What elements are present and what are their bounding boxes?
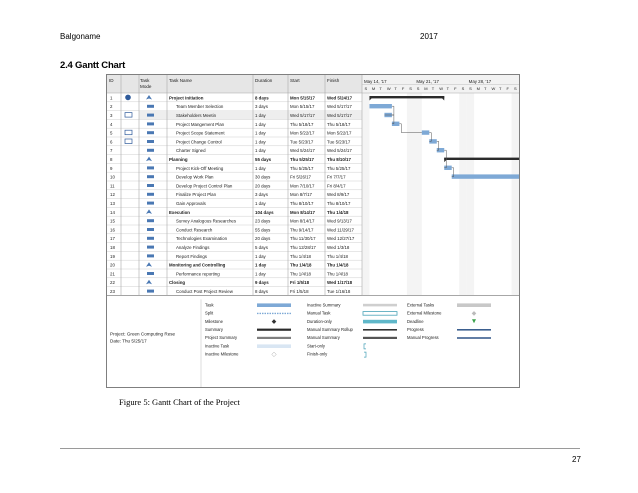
timeline-day-label: F <box>401 86 405 91</box>
legend-swatch <box>363 320 397 324</box>
row-finish: Fri 7/7/17 <box>327 174 346 180</box>
legend-label: Inactive Summary <box>307 302 341 308</box>
timeline-day-label: F <box>454 86 457 91</box>
auto-schedule-task-icon <box>147 237 154 240</box>
timeline-day-label: T <box>379 86 382 91</box>
row-duration: 1 day <box>255 148 266 154</box>
row-start: Thu 12/28/17 <box>290 245 316 250</box>
legend-swatch <box>363 304 397 307</box>
auto-schedule-pin-icon <box>146 209 152 214</box>
row-duration: 23 days <box>255 218 271 224</box>
row-finish: Wed 9/13/17 <box>327 218 352 224</box>
column-header-mode-2: Mode <box>140 84 152 89</box>
row-finish: Wed 11/29/17 <box>327 227 354 233</box>
timeline-day-label: M <box>476 86 480 91</box>
row-duration: 104 days <box>255 209 274 215</box>
timeline-day-label: T <box>499 86 502 91</box>
row-task-name: Monitoring and Controlling <box>169 262 226 268</box>
section-title: 2.4 Gantt Chart <box>60 60 126 71</box>
row-finish: Thu 1/4/18 <box>327 253 348 259</box>
legend-swatch <box>457 337 491 339</box>
row-start: Mon 7/10/17 <box>290 183 315 189</box>
row-task-name: Team Member Selection <box>176 104 224 110</box>
weekend-shade <box>467 93 474 295</box>
column-header-mode: Task <box>140 78 150 83</box>
timeline-day-label: T <box>394 86 397 91</box>
timeline-day-label: S <box>409 86 412 91</box>
legend-label: Task <box>205 302 214 308</box>
row-duration: 3 days <box>255 192 268 198</box>
row-task-name: Planning <box>169 157 188 162</box>
auto-schedule-task-icon <box>147 114 154 117</box>
legend-label: Manual Task <box>307 310 331 316</box>
auto-schedule-task-icon <box>147 131 154 134</box>
timeline-week-label: May 21, '17 <box>416 79 439 84</box>
row-start: Fri 1/5/18 <box>290 280 310 286</box>
row-task-name: Stakeholders Meetin <box>176 113 217 118</box>
row-task-name: Performance reporting <box>176 271 220 277</box>
row-finish: Tue 1/16/18 <box>327 289 351 294</box>
timeline-day-label: W <box>491 86 496 91</box>
task-bar <box>452 174 519 178</box>
row-start: Wed 5/17/17 <box>290 113 315 118</box>
auto-schedule-task-icon <box>147 166 154 169</box>
legend-swatch <box>472 311 477 316</box>
row-task-name: Conduct Research <box>176 227 213 233</box>
row-duration: 5 days <box>255 245 268 250</box>
row-id: 4 <box>110 121 113 127</box>
row-duration: 1 day <box>255 113 266 118</box>
row-task-name: Develop Work Plan <box>176 174 214 180</box>
row-task-name: Project Mangement Plan <box>176 121 225 127</box>
weekend-shade <box>512 93 519 295</box>
auto-schedule-task-icon <box>147 254 154 257</box>
legend-swatch <box>364 344 366 349</box>
column-header-start: Start <box>290 78 300 83</box>
legend-swatch <box>457 303 491 307</box>
column-header-id: ID <box>109 78 114 83</box>
row-duration: 55 days <box>255 227 271 233</box>
column-header-finish: Finish <box>327 78 340 83</box>
row-id: 20 <box>110 262 115 268</box>
row-finish: Thu 1/4/18 <box>327 209 349 215</box>
figure-caption: Figure 5: Gantt Chart of the Project <box>119 397 240 407</box>
row-start: Wed 5/24/17 <box>290 148 315 154</box>
row-start: Thu 1/4/18 <box>290 271 311 277</box>
column-header-name: Task Name <box>169 78 192 83</box>
row-duration: 1 day <box>255 253 266 259</box>
weekend-shade <box>414 93 421 295</box>
row-start: Fri 5/26/17 <box>290 174 311 180</box>
timeline-week-label: May 14, '17 <box>364 79 387 84</box>
row-start: Thu 1/4/18 <box>290 262 312 268</box>
row-task-name: Project Scope Statement <box>176 130 225 136</box>
legend-label: Start-only <box>307 343 325 349</box>
note-icon <box>125 130 132 135</box>
row-task-name: Report Findings <box>176 253 207 259</box>
row-start: Tue 5/23/17 <box>290 139 314 145</box>
row-id: 21 <box>110 271 115 277</box>
summary-bar <box>369 96 444 98</box>
row-task-name: Project Kick-Off Meeting <box>176 165 224 171</box>
row-finish: Thu 8/10/17 <box>327 201 351 206</box>
row-task-name: Charter Signed <box>176 148 206 154</box>
legend-swatch <box>363 337 397 339</box>
row-finish: Thu 5/18/17 <box>327 121 351 127</box>
row-start: Mon 8/14/17 <box>290 209 315 215</box>
row-finish: Wed 1/3/18 <box>327 245 350 250</box>
row-duration: 3 days <box>255 104 268 110</box>
legend-label: Deadline <box>407 318 424 324</box>
legend-label: Milestone <box>205 318 223 324</box>
row-start: Thu 8/10/17 <box>290 201 314 206</box>
row-duration: 1 day <box>255 262 267 268</box>
row-task-name: Develop Project Control Plan <box>176 183 233 189</box>
row-id: 13 <box>110 201 115 206</box>
row-id: 14 <box>110 209 115 215</box>
note-icon <box>125 113 132 118</box>
row-task-name: Execution <box>169 209 190 215</box>
auto-schedule-pin-icon <box>146 157 152 162</box>
legend-label: Project Summary <box>205 335 238 341</box>
note-icon <box>125 139 132 144</box>
auto-schedule-task-icon <box>147 149 154 152</box>
row-finish: Thu 1/4/18 <box>327 262 349 268</box>
timeline-day-label: W <box>439 86 443 91</box>
row-finish: Thu 5/25/17 <box>327 165 351 171</box>
row-finish: Wed 1/17/18 <box>327 280 353 286</box>
row-id: 1 <box>110 95 113 101</box>
row-finish: Tue 5/23/17 <box>327 139 351 145</box>
row-finish: Fri 8/4/17 <box>327 183 346 189</box>
timeline-day-label: S <box>513 86 517 91</box>
auto-schedule-task-icon <box>147 202 154 205</box>
row-id: 2 <box>110 104 113 110</box>
row-start: Mon 8/14/17 <box>290 218 315 224</box>
row-id: 12 <box>110 192 115 198</box>
row-start: Thu 5/25/17 <box>290 157 314 162</box>
row-id: 9 <box>110 165 113 171</box>
legend-label: Split <box>205 310 214 316</box>
task-bar <box>422 130 429 134</box>
legend-swatch <box>363 312 397 316</box>
row-id: 7 <box>110 148 113 154</box>
legend-label: Manual Summary Rollup <box>307 327 353 332</box>
timeline-day-label: T <box>446 86 450 91</box>
row-duration: 1 day <box>255 271 266 277</box>
auto-schedule-pin-icon <box>146 280 152 285</box>
row-task-name: Finalize Project Plan <box>176 192 217 198</box>
auto-schedule-task-icon <box>147 122 154 125</box>
summary-bar <box>444 158 519 160</box>
row-duration: 8 days <box>255 289 268 294</box>
row-task-name: Technologies Examination <box>176 236 228 242</box>
legend-label: Manual Progress <box>407 335 439 341</box>
row-start: Thu 9/14/17 <box>290 227 314 233</box>
auto-schedule-pin-icon <box>146 95 152 100</box>
timeline-day-label: S <box>461 86 465 91</box>
legend-label: External Milestone <box>407 310 442 316</box>
row-id: 23 <box>110 289 115 294</box>
row-finish: Thu 1/4/18 <box>327 271 348 277</box>
row-id: 11 <box>110 183 115 189</box>
row-finish: Thu 8/10/17 <box>327 157 351 162</box>
row-finish: Wed 12/27/17 <box>327 236 355 242</box>
row-start: Thu 5/18/17 <box>290 121 314 127</box>
timeline-day-label: T <box>431 86 435 91</box>
auto-schedule-task-icon <box>147 184 154 187</box>
legend-swatch <box>457 329 491 331</box>
row-duration: 1 day <box>255 121 266 127</box>
gantt-chart <box>107 75 519 387</box>
legend-swatch <box>257 344 291 348</box>
legend-label: Manual Summary <box>307 335 340 341</box>
row-finish: Mon 5/22/17 <box>327 130 352 136</box>
row-start: Fri 1/5/18 <box>290 289 309 294</box>
legend-project-date: Date: Thu 5/25/17 <box>110 338 147 344</box>
timeline-day-label: M <box>424 86 428 91</box>
row-duration: 1 day <box>255 139 266 145</box>
auto-schedule-task-icon <box>147 105 154 108</box>
row-duration: 20 days <box>255 183 271 189</box>
header-left: Balgoname <box>60 32 101 41</box>
row-duration: 1 day <box>255 165 266 171</box>
row-id: 17 <box>110 236 115 242</box>
gantt-figure <box>106 74 520 388</box>
row-task-name: Project Initiation <box>169 95 204 101</box>
row-task-name: Analyze Findings <box>176 245 210 250</box>
row-id: 18 <box>110 245 115 250</box>
timeline-day-label: T <box>484 86 487 91</box>
legend-project-name: Project: Green Computing Rese <box>110 331 176 337</box>
legend-label: Inactive Milestone <box>205 351 239 357</box>
header-right: 2017 <box>420 32 438 41</box>
row-duration: 8 days <box>255 95 269 101</box>
auto-schedule-task-icon <box>147 193 154 196</box>
timeline-day-label: W <box>386 86 391 91</box>
row-finish: Wed 5/17/17 <box>327 113 352 118</box>
row-task-name: Closing <box>169 280 186 286</box>
row-id: 6 <box>110 139 113 145</box>
row-start: Mon 5/22/17 <box>290 130 315 136</box>
row-start: Thu 11/30/17 <box>290 236 316 242</box>
legend-swatch <box>257 337 291 339</box>
row-duration: 1 day <box>255 201 266 206</box>
timeline-day-label: S <box>416 86 420 91</box>
page-number: 27 <box>572 455 581 464</box>
legend-swatch <box>272 352 277 357</box>
legend-label: Summary <box>205 327 223 332</box>
auto-schedule-task-icon <box>147 175 154 178</box>
row-task-name: Survey Analogous Researches <box>176 218 237 224</box>
column-header-duration: Duration <box>255 78 273 83</box>
row-duration: 20 days <box>255 236 271 242</box>
auto-schedule-task-icon <box>147 140 154 143</box>
row-start: Mon 5/15/17 <box>290 104 315 110</box>
weekend-shade <box>459 93 466 295</box>
footer-divider <box>60 448 580 449</box>
auto-schedule-task-icon <box>147 290 154 293</box>
row-duration: 55 days <box>255 157 272 162</box>
auto-schedule-task-icon <box>147 219 154 222</box>
auto-schedule-pin-icon <box>146 262 152 267</box>
row-id: 10 <box>110 174 115 180</box>
weekend-shade <box>407 93 414 295</box>
task-bar <box>369 104 391 108</box>
row-start: Mon 5/15/17 <box>290 95 315 101</box>
legend-swatch <box>272 319 277 324</box>
row-start: Mon 8/7/17 <box>290 192 312 198</box>
legend-swatch <box>257 303 291 307</box>
info-icon <box>125 95 131 101</box>
row-id: 8 <box>110 157 113 162</box>
legend-swatch <box>472 319 476 323</box>
row-start: Thu 1/4/18 <box>290 253 311 259</box>
row-id: 3 <box>110 113 113 118</box>
row-finish: Wed 8/9/17 <box>327 192 350 198</box>
row-finish: Wed 5/24/17 <box>327 148 352 154</box>
row-id: 22 <box>110 280 115 286</box>
legend-swatch <box>257 329 291 331</box>
timeline-day-label: S <box>364 86 368 91</box>
weekend-shade <box>362 93 369 295</box>
row-finish: Wed 5/24/17 <box>327 95 353 101</box>
legend-label: Inactive Task <box>205 343 230 349</box>
timeline-day-label: S <box>469 86 472 91</box>
row-task-name: Conduct Post Project Review <box>176 289 233 294</box>
row-duration: 1 day <box>255 130 266 136</box>
auto-schedule-task-icon <box>147 228 154 231</box>
auto-schedule-task-icon <box>147 272 154 275</box>
row-task-name: Project Change Control <box>176 139 222 145</box>
row-start: Thu 5/25/17 <box>290 165 314 171</box>
legend-label: External Tasks <box>407 302 435 308</box>
timeline-week-label: May 28, '17 <box>468 79 492 84</box>
timeline-day-label: M <box>371 86 376 91</box>
legend-label: Duration-only <box>307 318 332 324</box>
auto-schedule-task-icon <box>147 246 154 249</box>
timeline-day-label: F <box>506 86 509 91</box>
row-finish: Wed 5/17/17 <box>327 104 352 110</box>
row-task-name: Gain Approvals <box>176 201 206 206</box>
row-duration: 9 days <box>255 280 269 286</box>
row-id: 5 <box>110 130 113 136</box>
legend-label: Finish-only <box>307 351 328 357</box>
legend-swatch <box>364 352 366 357</box>
row-id: 19 <box>110 253 115 259</box>
legend-swatch <box>363 329 397 331</box>
legend-label: Progress <box>407 327 424 332</box>
row-id: 15 <box>110 218 115 224</box>
row-duration: 30 days <box>255 174 271 180</box>
row-id: 16 <box>110 227 115 233</box>
